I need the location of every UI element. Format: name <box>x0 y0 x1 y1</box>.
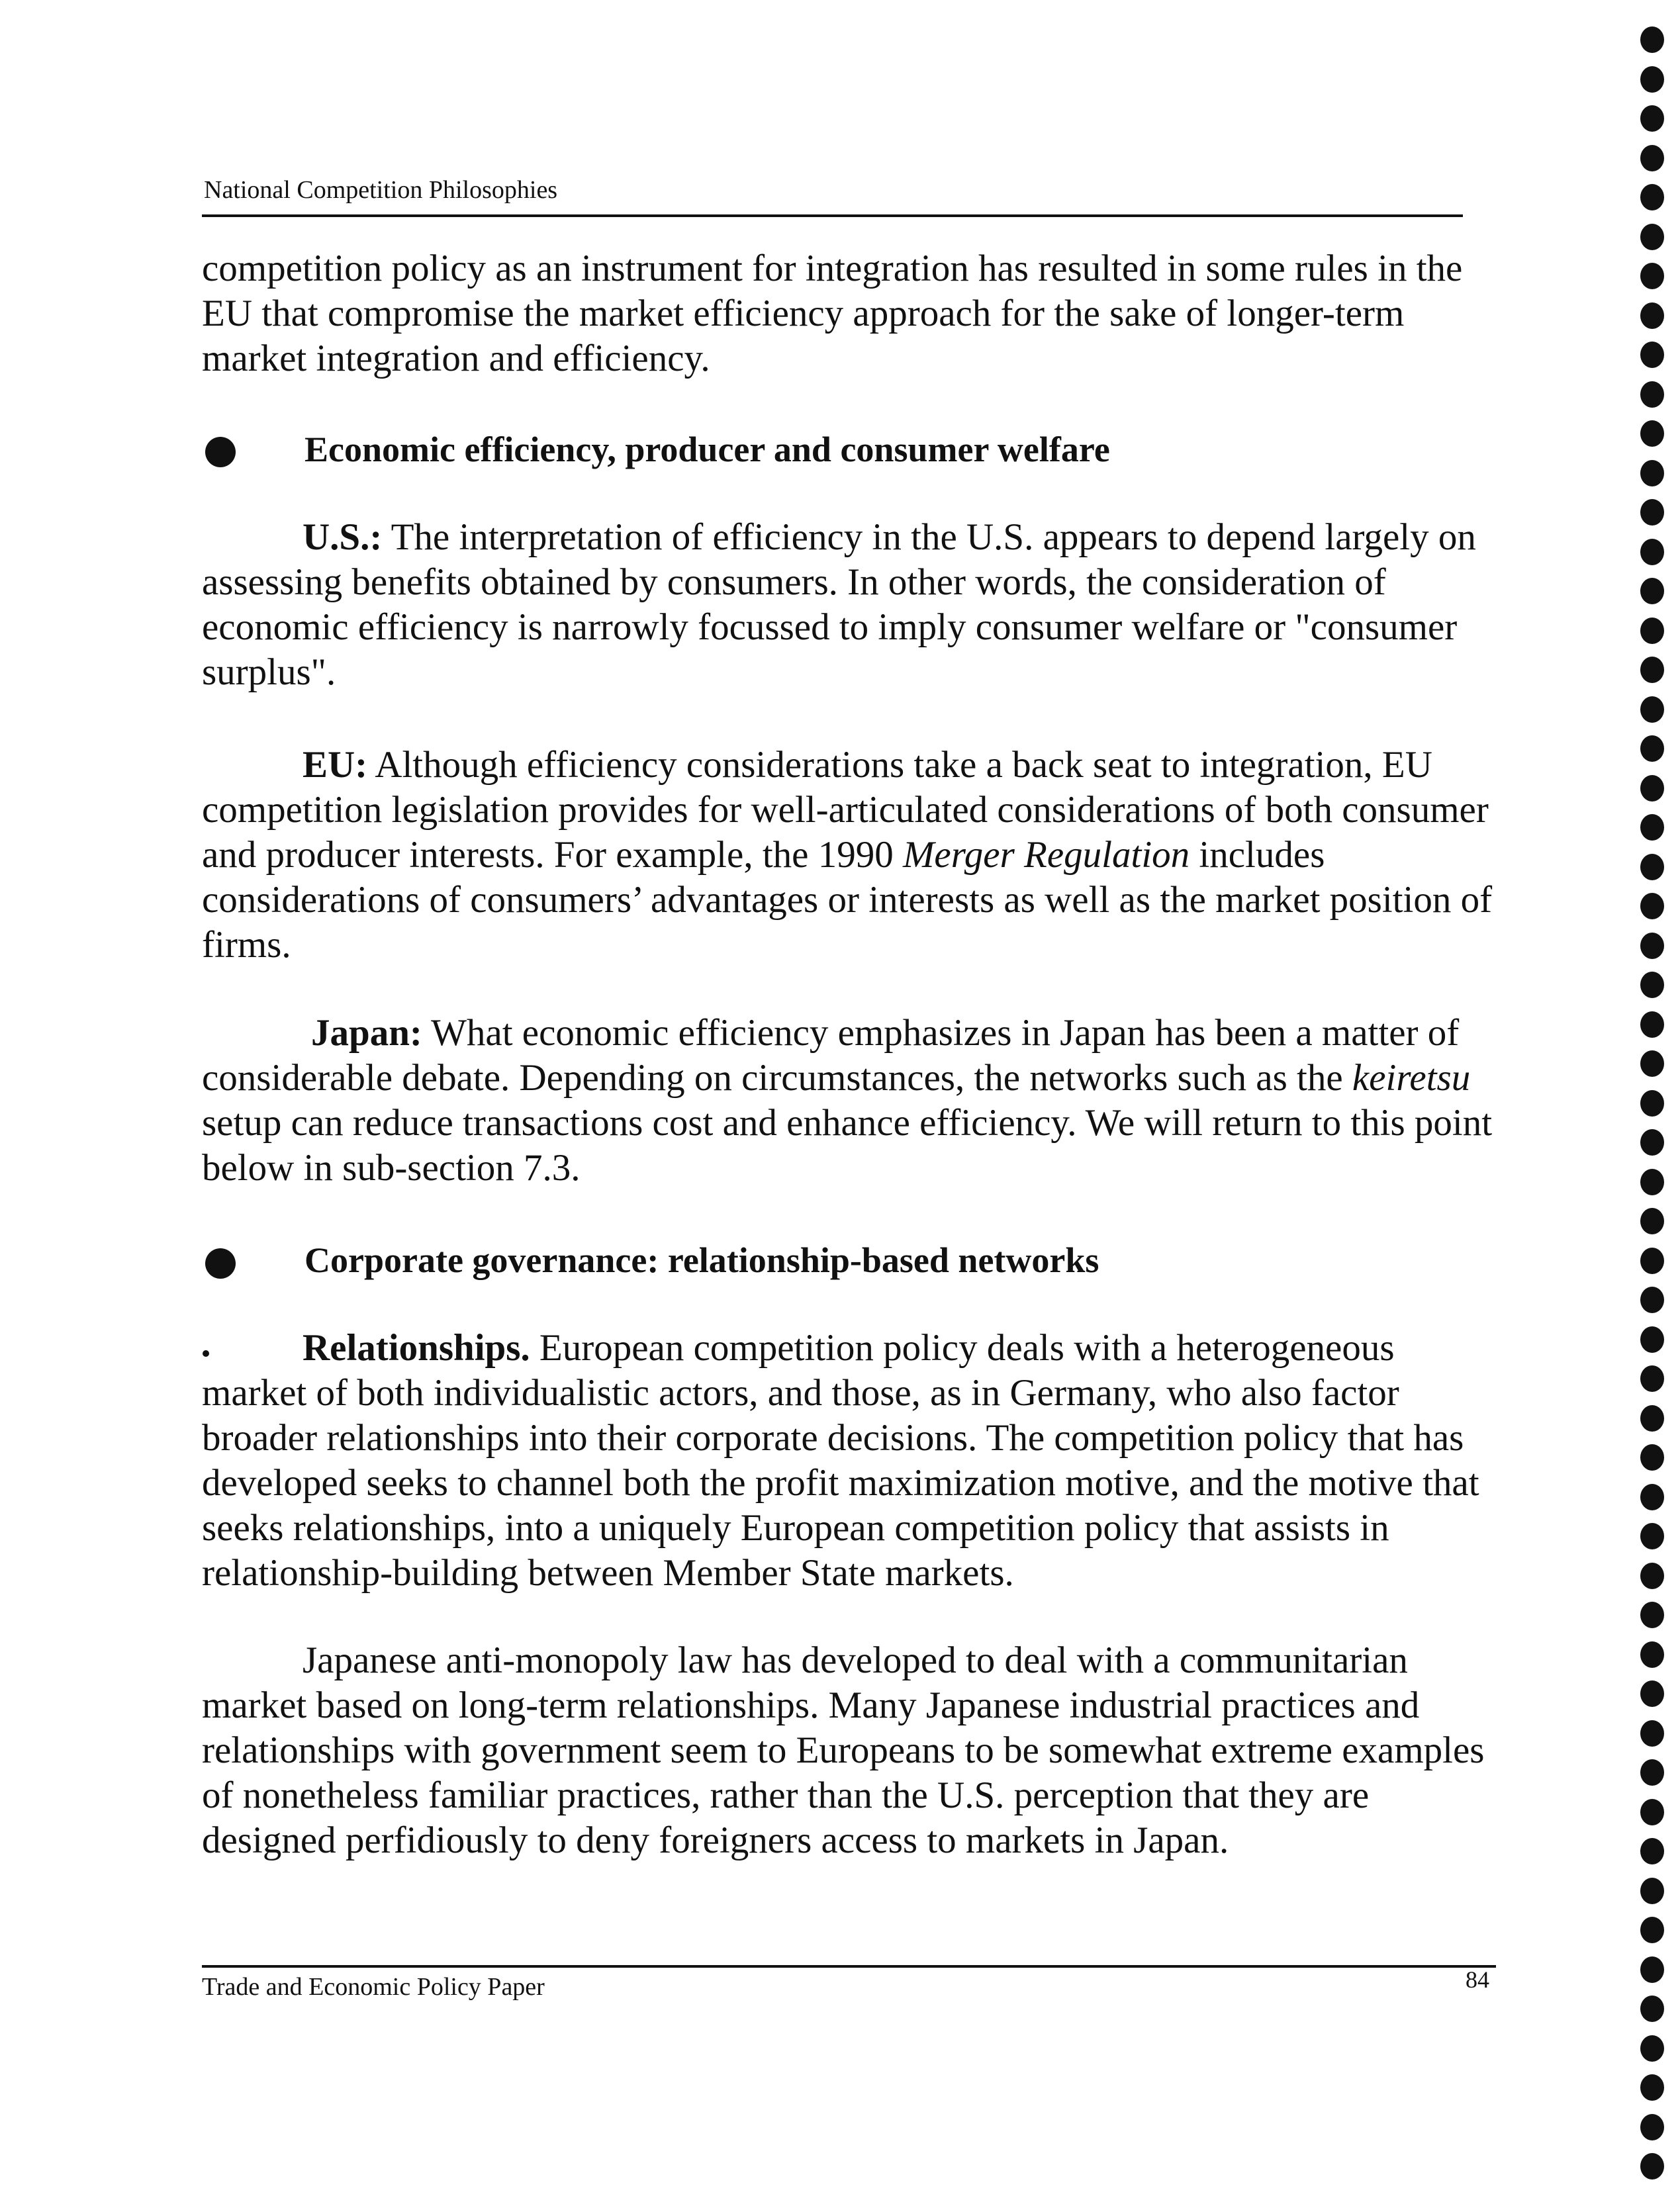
japan-text-b: setup can reduce transactions cost and enhance efficiency. We will return to this point below in sub-section 7.3. <box>202 1102 1493 1189</box>
binding-hole <box>1640 224 1664 250</box>
eu-paragraph <box>202 743 1493 968</box>
binding-hole <box>1640 66 1664 93</box>
binding-hole <box>1640 972 1664 998</box>
section-heading-efficiency: Economic efficiency, producer and consumer welfare <box>304 430 1110 469</box>
binding-hole <box>1640 499 1664 526</box>
binding-hole <box>1640 854 1664 880</box>
binding-hole <box>1640 696 1664 723</box>
header-rule <box>202 214 1463 217</box>
binding-hole <box>1640 1405 1664 1432</box>
binding-hole <box>1640 893 1664 919</box>
binding-hole <box>1640 814 1664 841</box>
binding-hole <box>1640 2074 1664 2101</box>
eu-text-a: Although efficiency considerations take a back seat to integration, EU competition legislation provides for well-articulated considerations of both consumer and producer interests. For example, the 1990 <box>202 744 1489 876</box>
binding-hole <box>1640 2035 1664 2062</box>
binding-hole <box>1640 1799 1664 1825</box>
running-header: National Competition Philosophies <box>204 176 558 204</box>
binding-hole <box>1640 1169 1664 1195</box>
binding-hole <box>1640 1680 1664 1707</box>
binding-hole <box>1640 420 1664 447</box>
binding-hole <box>1640 1208 1664 1234</box>
japan-text-a: What economic efficiency emphasizes in Japan has been a matter of considerable debate. Depending on circumstances, the networks such as the <box>202 1012 1460 1099</box>
binding-hole <box>1640 1011 1664 1038</box>
binding-hole <box>1640 1878 1664 1904</box>
binding-hole <box>1640 933 1664 959</box>
binding-hole <box>1640 2114 1664 2140</box>
binding-hole <box>1640 302 1664 329</box>
binding-hole <box>1640 105 1664 132</box>
binding-hole <box>1640 1326 1664 1353</box>
binding-hole <box>1640 1248 1664 1274</box>
japan-label: Japan: <box>311 1012 422 1054</box>
binding-hole <box>1640 657 1664 683</box>
bullet-icon <box>205 1248 236 1279</box>
binding-hole <box>1640 1602 1664 1628</box>
section-heading-governance: Corporate governance: relationship-based networks <box>304 1240 1099 1280</box>
eu-label: EU: <box>303 744 368 786</box>
binding-hole <box>1640 618 1664 644</box>
binding-hole <box>1640 1523 1664 1549</box>
intro-paragraph: competition policy as an instrument for integration has resulted in some rules in the EU that compromise the market efficiency approach for the sake of longer-term market integration and efficiency. <box>202 248 1463 379</box>
footer-rule <box>202 1965 1496 1968</box>
binding-hole <box>1640 1090 1664 1117</box>
footer-title: Trade and Economic Policy Paper <box>202 1973 545 2001</box>
eu-text-b: includes considerations of consumers’ advantages or interests as well as the market position of firms. <box>202 834 1493 966</box>
relationships-text: European competition policy deals with a heterogeneous market of both individualistic actors, and those, as in Germany, who also factor broader relationships into their corporate decisions. The competition policy that has developed seeks to channel both the profit maximization motive, and the motive that seeks relationships, into a uniquely European competition policy that assists in relationship-building between Member State markets. <box>202 1327 1479 1594</box>
binding-hole <box>1640 775 1664 802</box>
relationships-paragraph <box>202 1326 1493 1596</box>
binding-hole <box>1640 578 1664 604</box>
binding-hole <box>1640 1917 1664 1943</box>
binding-hole <box>1640 1996 1664 2022</box>
binding-hole <box>1640 1050 1664 1077</box>
japan-italic: keiretsu <box>1352 1057 1471 1099</box>
binding-hole <box>1640 1720 1664 1747</box>
us-text: The interpretation of efficiency in the U.S. appears to depend largely on assessing benefits obtained by consumers. In other words, the consideration of economic efficiency is narrowly focussed to imply consumer welfare or "consumer surplus". <box>202 516 1476 693</box>
us-label: U.S.: <box>303 516 383 558</box>
eu-italic: Merger Regulation <box>902 834 1190 876</box>
binding-hole <box>1640 381 1664 408</box>
binding-hole <box>1640 460 1664 486</box>
binding-hole <box>1640 26 1664 53</box>
binding-hole <box>1640 1287 1664 1313</box>
binding-hole <box>1640 145 1664 171</box>
page-number: 84 <box>1466 1966 1489 1993</box>
binding-hole <box>1640 735 1664 762</box>
binding-hole <box>1640 184 1664 210</box>
us-paragraph <box>202 515 1493 695</box>
relationships-label: Relationships. <box>303 1327 530 1369</box>
binding-hole <box>1640 342 1664 368</box>
japan-paragraph <box>202 1011 1493 1191</box>
binding-hole <box>1640 1641 1664 1668</box>
binding-hole <box>1640 1484 1664 1510</box>
binding-hole <box>1640 1365 1664 1392</box>
binding-hole <box>1640 2153 1664 2180</box>
binding-hole <box>1640 1444 1664 1471</box>
japanese-law-paragraph: Japanese anti-monopoly law has developed to deal with a communitarian market based on long-term relationships. Many Japanese industrial practices and relationships with government seem to Europeans to be somewhat extreme examples of nonetheless familiar practices, rather than the U.S. perception that they are designed perfidiously to deny foreigners access to markets in Japan. <box>202 1639 1485 1861</box>
binding-hole <box>1640 1956 1664 1983</box>
spiral-binding <box>1640 26 1667 2204</box>
binding-hole <box>1640 263 1664 289</box>
bullet-icon <box>205 437 236 467</box>
binding-hole <box>1640 1759 1664 1786</box>
binding-hole <box>1640 1129 1664 1156</box>
binding-hole <box>1640 1563 1664 1589</box>
binding-hole <box>1640 1838 1664 1864</box>
binding-hole <box>1640 539 1664 565</box>
